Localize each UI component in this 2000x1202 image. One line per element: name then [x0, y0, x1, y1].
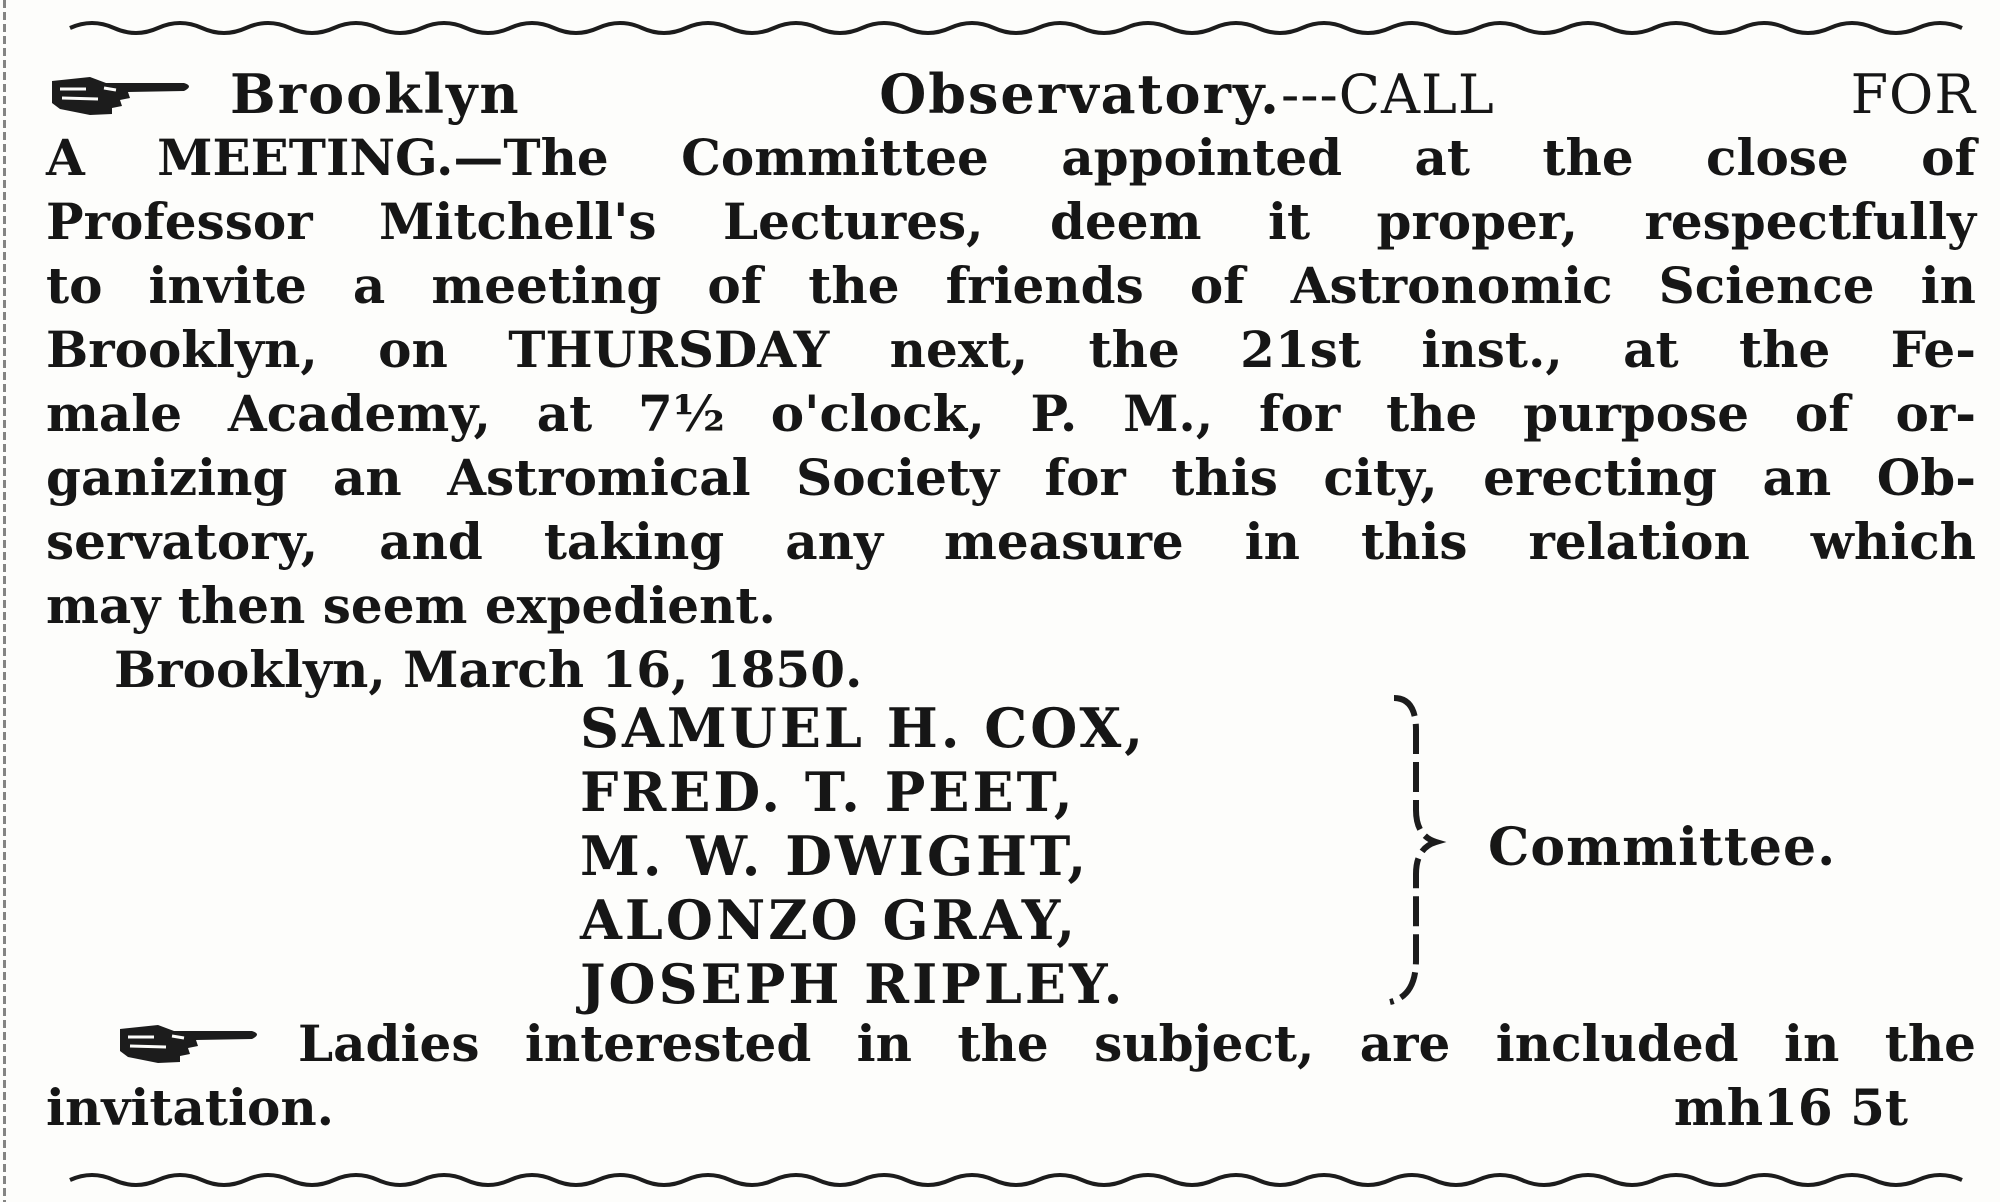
postscript-text: Ladies interested in the subject, are included in the — [298, 1014, 1976, 1073]
body-line: servatory, and taking any measure in this relation which — [46, 512, 1976, 571]
body-line: A MEETING.—The Committee appointed at the close of — [46, 128, 1976, 187]
body-line: ganizing an Astromical Society for this city, erecting an Ob- — [46, 448, 1976, 507]
heading-call-for: ---CALL FOR — [1280, 63, 1976, 126]
signatory: M. W. DWIGHT, — [580, 824, 1090, 888]
signatory: ALONZO GRAY, — [580, 888, 1079, 952]
signatory: FRED. T. PEET, — [580, 760, 1076, 824]
dateline: Brooklyn, March 16, 1850. — [114, 640, 863, 699]
body-line: Brooklyn, on THURSDAY next, the 21st inst., at the Fe- — [46, 320, 1976, 379]
body-line: male Academy, at 7½ o'clock, P. M., for the purpose of or- — [46, 384, 1976, 443]
body-line: to invite a meeting of the friends of Astronomic Science in — [46, 256, 1976, 315]
signatory: SAMUEL H. COX, — [580, 696, 1147, 760]
body-line: Professor Mitchell's Lectures, deem it proper, respectfully — [46, 192, 1976, 251]
signatory: JOSEPH RIPLEY. — [580, 952, 1126, 1016]
postscript-end: invitation. — [46, 1078, 335, 1137]
body-last-line: may then seem expedient. — [46, 576, 776, 635]
heading-title: Brooklyn Observatory. — [230, 62, 1281, 126]
committee-label: Committee. — [1488, 817, 1837, 878]
insertion-code: mh16 5t — [1673, 1078, 1908, 1137]
